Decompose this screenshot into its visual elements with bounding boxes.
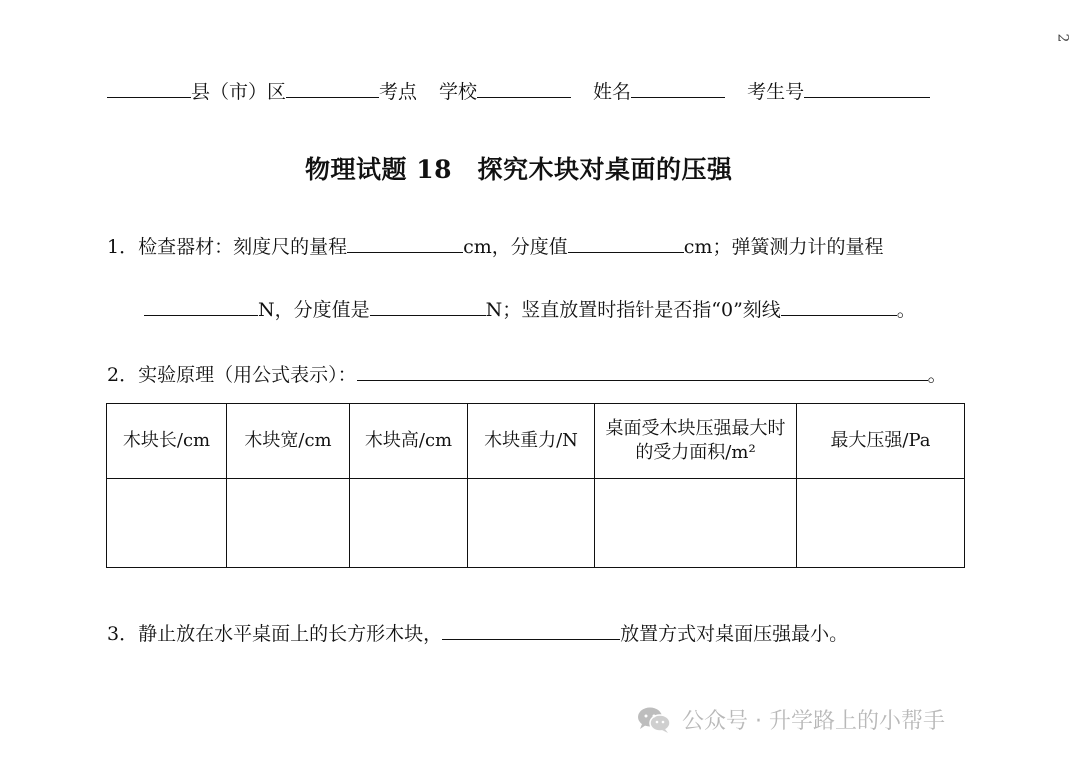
name-blank[interactable] [631,79,725,98]
school-label: 学校 [439,81,478,103]
page-title: 物理试题 18 探究木块对桌面的压强 [305,155,733,184]
principle-formula-blank[interactable] [357,362,928,381]
county-blank[interactable] [107,79,191,98]
q1-unit-cm: cm，分度值 [463,236,568,258]
watermark [636,704,945,735]
question-1-line-1 [107,234,883,259]
spring-scale-division-blank[interactable] [370,297,486,316]
name-label: 姓名 [593,81,632,103]
q1-unit-n-2: N；竖直放置时指针是否指“0”刻线 [485,299,781,321]
question-2-text: 实验原理（用公式表示）： [138,364,357,386]
cell-max-pressure[interactable] [797,479,965,568]
question-3-text: 静止放在水平桌面上的长方形木块， [138,623,443,645]
cell-block-length[interactable] [107,479,227,568]
header-block-width: 木块宽/cm [227,404,350,479]
spring-scale-range-blank[interactable] [144,297,258,316]
table-header-row [107,404,965,479]
header-block-length: 木块长/cm [107,404,227,479]
ruler-range-blank[interactable] [347,234,463,253]
question-2-number: 2． [107,364,139,386]
exam-number-label: 考生号 [747,81,805,103]
district-blank[interactable] [286,79,379,98]
exam-site-label: 考点 [379,81,418,103]
cell-contact-area[interactable] [595,479,797,568]
wechat-icon [636,706,672,734]
header-block-weight: 木块重力/N [468,404,595,479]
placement-method-blank[interactable] [442,621,620,640]
header-contact-area: 桌面受木块压强最大时的受力面积/m² [595,404,797,479]
data-table [106,403,965,568]
question-2 [107,362,947,387]
page-number: 2 [1054,33,1071,43]
zero-line-blank[interactable] [781,297,897,316]
cell-block-weight[interactable] [468,479,595,568]
q2-end: 。 [927,364,947,386]
ruler-division-blank[interactable] [568,234,684,253]
table-row [107,479,965,568]
cell-block-width[interactable] [227,479,350,568]
exam-number-blank[interactable] [804,79,930,98]
watermark-text: 公众号 · 升学路上的小帮手 [682,709,945,734]
school-blank[interactable] [477,79,571,98]
county-label: 县（市）区 [191,81,287,103]
question-3-tail: 放置方式对桌面压强最小。 [620,623,849,645]
question-1-number: 1． [107,236,139,258]
cell-block-height[interactable] [350,479,468,568]
question-1-intro: 检查器材：刻度尺的量程 [138,236,348,258]
q1-end: 。 [896,299,916,321]
question-3-number: 3． [107,623,139,645]
header-block-height: 木块高/cm [350,404,468,479]
q1-unit-cm-2: cm；弹簧测力计的量程 [683,236,884,258]
header-info-line [107,79,930,104]
question-1-line-2 [144,297,916,322]
header-max-pressure: 最大压强/Pa [797,404,965,479]
question-3 [107,621,848,646]
q1-unit-n: N，分度值是 [258,299,370,321]
